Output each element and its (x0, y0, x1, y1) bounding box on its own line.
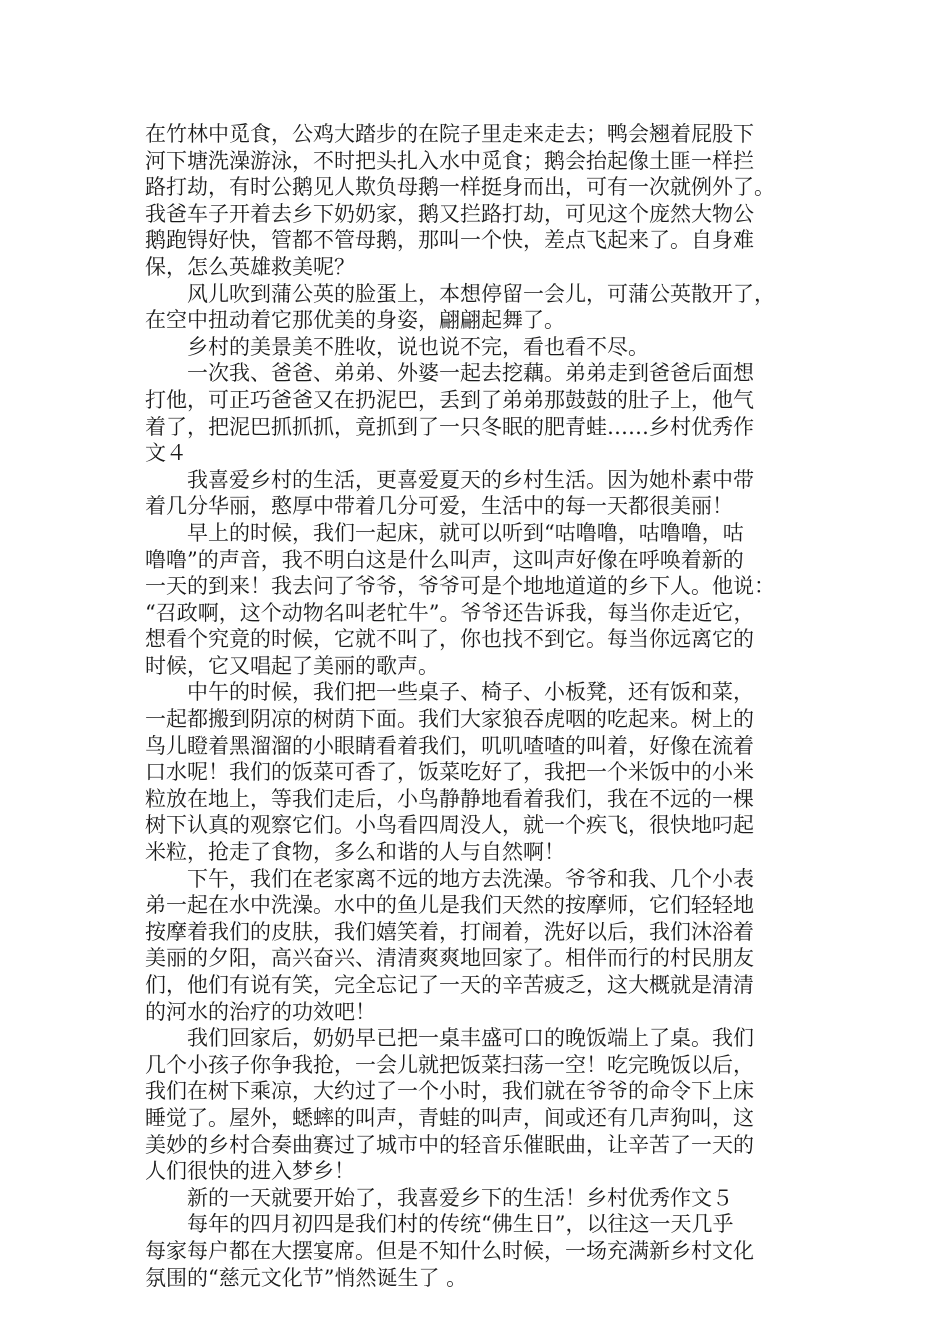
text-line: 的河水的治疗的功效吧！ (145, 999, 376, 1024)
paragraph-first-line: 新的一天就要开始了，我喜爱乡下的生活！乡村优秀作文５ (187, 1185, 733, 1210)
body-text (145, 121, 805, 1291)
text-line: 一起都搬到阴凉的树荫下面。我们大家狼吞虎咽的吃起来。树上的 (145, 707, 754, 732)
paragraph-first-line: 风儿吹到蒲公英的脸蛋上，本想停留一会儿，可蒲公英散开了， (187, 281, 775, 306)
text-line: 们，他们有说有笑，完全忘记了一天的辛苦疲乏，这大概就是清清 (145, 973, 754, 997)
text-line: 睡觉了。屋外，蟋蟀的叫声，青蛙的叫声，间或还有几声狗叫，这 (145, 1105, 754, 1130)
text-line: 路打劫，有时公鹅见人欺负母鹅一样挺身而出，可有一次就例外了。 (145, 175, 775, 200)
text-line: 着了，把泥巴抓抓抓，竟抓到了一只冬眠的肥青蛙……乡村优秀作 (145, 414, 754, 439)
text-line: 弟一起在水中洗澡。水中的鱼儿是我们天然的按摩师，它们轻轻地 (145, 893, 754, 918)
text-line: 树下认真的观察它们。小鸟看四周没人，就一个疾飞，很快地叼起 (145, 813, 754, 838)
text-line: 粒放在地上，等我们走后，小鸟静静地看着我们，我在不远的一棵 (145, 786, 754, 811)
text-line: 几个小孩子你争我抢，一会儿就把饭菜扫荡一空！吃完晚饭以后， (145, 1052, 754, 1077)
text-line: 时候，它又唱起了美丽的歌声。 (145, 653, 439, 678)
paragraph-first-line: 每年的四月初四是我们村的传统“佛生日”，以往这一天几乎 (187, 1212, 734, 1237)
text-line: 口水呢！我们的饭菜可香了，饭菜吃好了，我把一个米饭中的小米 (145, 760, 754, 785)
text-line: 一天的到来！我去问了爷爷，爷爷可是个地地道道的乡下人。他说： (145, 574, 775, 599)
text-line: 噜噜”的声音，我不明白这是什么叫声，这叫声好像在呼唤着新的 (145, 547, 744, 572)
paragraph-first-line: 早上的时候，我们一起床，就可以听到“咕噜噜，咕噜噜，咕 (187, 520, 744, 545)
text-line: 鹅跑锝好快，管都不管母鹅，那叫一个快，差点飞起来了。自身难 (145, 228, 754, 253)
text-line: 鸟儿瞪着黑溜溜的小眼睛看着我们，叽叽喳喳的叫着，好像在流着 (145, 733, 754, 758)
text-line: 氛围的“慈元文化节”悄然诞生了 。 (145, 1265, 468, 1290)
text-line: 想看个究竟的时候，它就不叫了，你也找不到它。每当你远离它的 (145, 627, 754, 652)
text-line: 按摩着我们的皮肤，我们嬉笑着，打闹着，洗好以后，我们沐浴着 (145, 919, 754, 944)
text-line: 文４ (145, 441, 187, 466)
text-line: 米粒，抢走了食物，多么和谐的人与自然啊！ (145, 840, 565, 865)
paragraph-first-line: 我们回家后，奶奶早已把一桌丰盛可口的晚饭端上了桌。我们 (187, 1026, 754, 1051)
text-line: 美丽的夕阳，高兴奋兴、清清爽爽地回家了。相伴而行的村民朋友 (145, 946, 754, 971)
paragraph-first-line: 中午的时候，我们把一些桌子、椅子、小板凳，还有饭和菜， (187, 680, 754, 705)
paragraph-first-line: 我喜爱乡村的生活，更喜爱夏天的乡村生活。因为她朴素中带 (187, 467, 754, 492)
text-line: 美妙的乡村合奏曲赛过了城市中的轻音乐催眠曲，让辛苦了一天的 (145, 1132, 754, 1157)
text-line: 每家每户都在大摆宴席。但是不知什么时候，一场充满新乡村文化 (145, 1238, 754, 1263)
text-line: 我们在树下乘凉，大约过了一个小时，我们就在爷爷的命令下上床 (145, 1079, 754, 1104)
text-line: 人们很快的进入梦乡！ (145, 1159, 355, 1184)
paragraph-first-line: 一次我、爸爸、弟弟、外婆一起去挖藕。弟弟走到爸爸后面想 (187, 361, 754, 386)
text-line: “召政啊，这个动物名叫老牤牛”。爷爷还告诉我，每当你走近它， (145, 600, 755, 625)
paragraph-first-line: 乡村的美景美不胜收，说也说不完，看也看不尽。 (187, 334, 649, 359)
text-line: 在空中扭动着它那优美的身姿，翩翩起舞了。 (145, 308, 565, 333)
text-line: 打他，可正巧爸爸又在扔泥巴，丢到了弟弟那鼓鼓的肚子上，他气 (145, 387, 754, 412)
text-line: 着几分华丽，憨厚中带着几分可爱，生活中的每一天都很美丽！ (145, 494, 733, 519)
text-line: 在竹林中觅食，公鸡大踏步的在院子里走来走去；鸭会翘着屁股下 (145, 122, 754, 146)
paragraph-first-line: 下午，我们在老家离不远的地方去洗澡。爷爷和我、几个小表 (187, 866, 754, 891)
text-line: 河下塘洗澡游泳，不时把头扎入水中觅食；鹅会抬起像土匪一样拦 (145, 148, 754, 173)
text-line: 保，怎么英雄救美呢？ (145, 254, 355, 279)
text-line: 我爸车子开着去乡下奶奶家，鹅又拦路打劫，可见这个庞然大物公 (145, 201, 754, 226)
